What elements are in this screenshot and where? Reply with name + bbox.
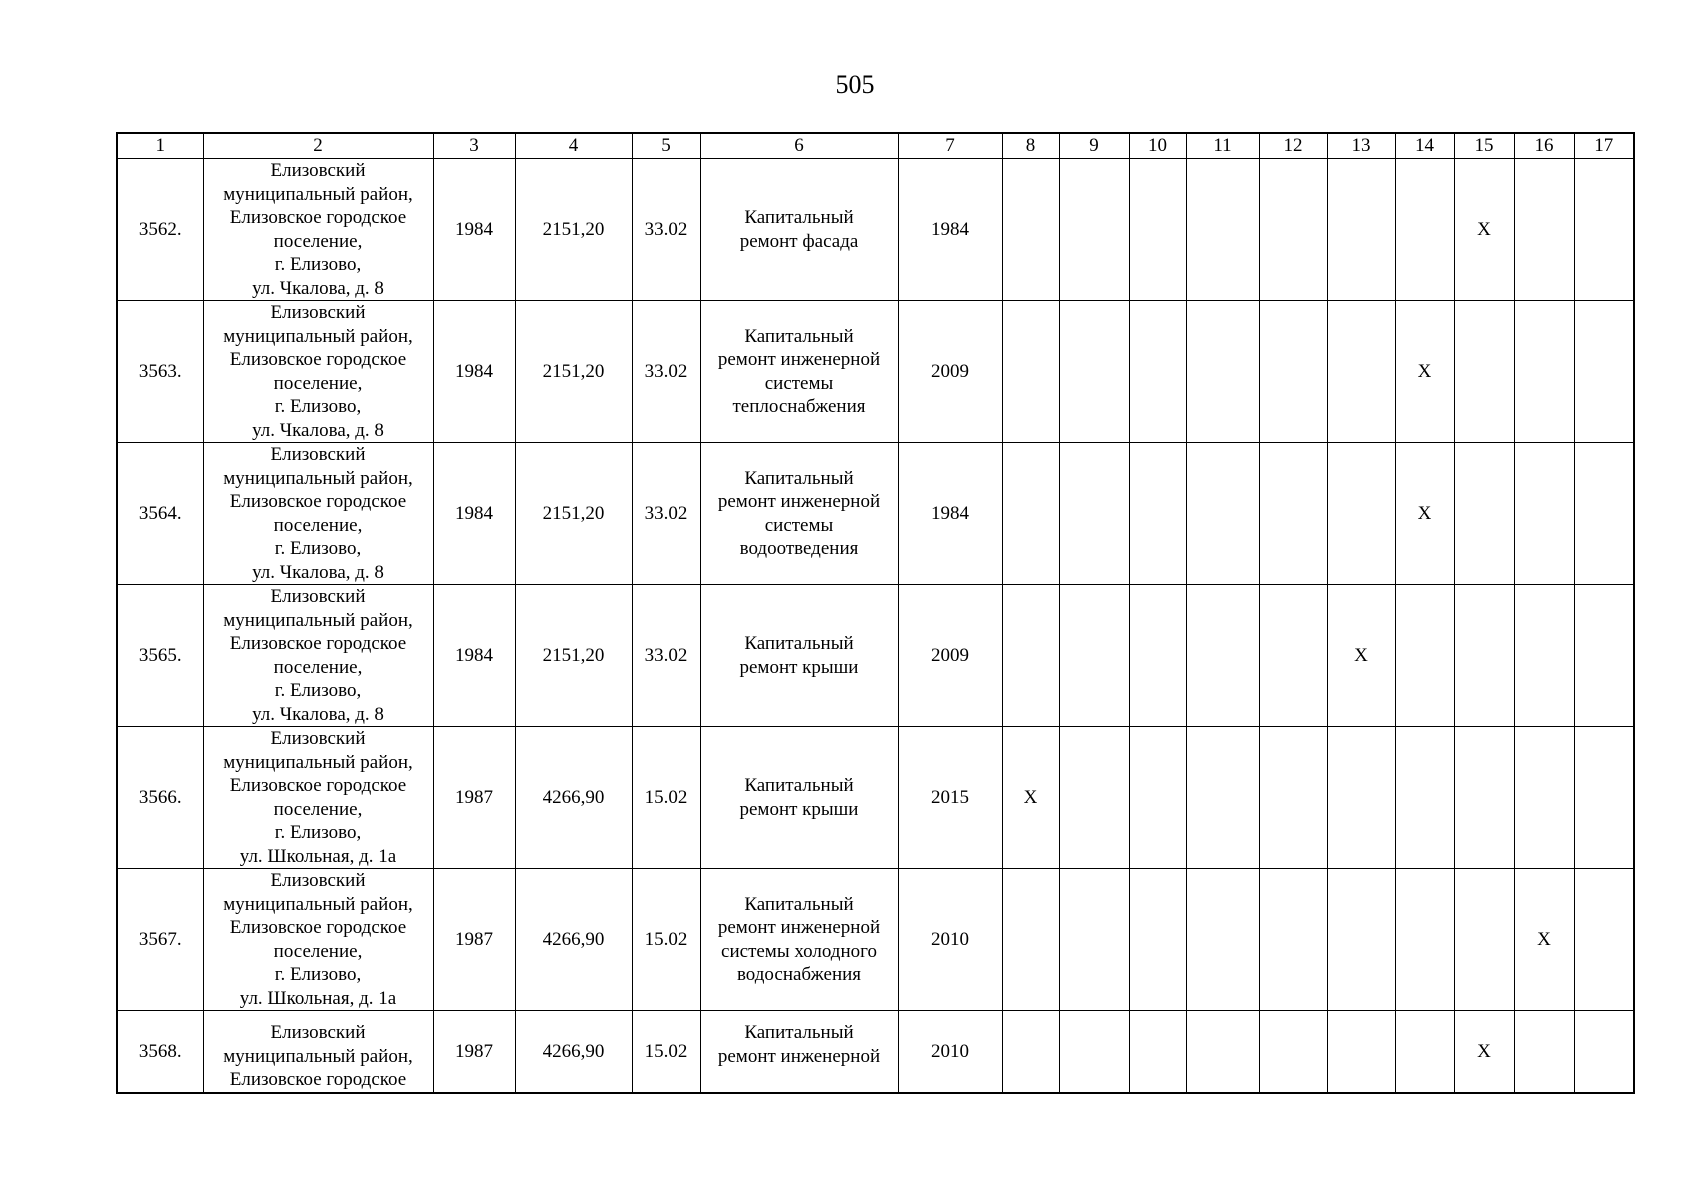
column-number: 6 xyxy=(700,133,898,159)
row-number: 3564. xyxy=(117,443,203,585)
empty-cell xyxy=(1395,1011,1454,1093)
mark-cell: X xyxy=(1454,1011,1514,1093)
empty-cell xyxy=(1129,1011,1186,1093)
build-year-cell: 1984 xyxy=(433,585,515,727)
mark-cell: X xyxy=(1327,585,1395,727)
work-year-cell: 2009 xyxy=(898,585,1002,727)
empty-cell xyxy=(1395,869,1454,1011)
empty-cell xyxy=(1002,443,1059,585)
empty-cell xyxy=(1002,869,1059,1011)
work-year-cell: 2010 xyxy=(898,1011,1002,1093)
empty-cell xyxy=(1186,159,1259,301)
empty-cell xyxy=(1186,869,1259,1011)
code-cell: 15.02 xyxy=(632,869,700,1011)
address-cell: Елизовский муниципальный район, Елизовское городское поселение, г. Елизово, ул. Школьная, д. 1а xyxy=(203,727,433,869)
empty-cell xyxy=(1395,585,1454,727)
empty-cell xyxy=(1574,585,1634,727)
area-cell: 4266,90 xyxy=(515,1011,632,1093)
work-type-cell: Капитальный ремонт инженерной системы водоотведения xyxy=(700,443,898,585)
work-year-cell: 2009 xyxy=(898,301,1002,443)
code-cell: 33.02 xyxy=(632,159,700,301)
row-number: 3567. xyxy=(117,869,203,1011)
registry-table xyxy=(116,132,1635,1094)
code-cell: 33.02 xyxy=(632,585,700,727)
empty-cell xyxy=(1514,301,1574,443)
empty-cell xyxy=(1129,159,1186,301)
page-number: 505 xyxy=(835,70,875,99)
work-year-cell: 2010 xyxy=(898,869,1002,1011)
column-number: 10 xyxy=(1129,133,1186,159)
empty-cell xyxy=(1454,869,1514,1011)
column-number: 14 xyxy=(1395,133,1454,159)
empty-cell xyxy=(1059,869,1129,1011)
table-row xyxy=(117,159,1634,301)
empty-cell xyxy=(1327,159,1395,301)
table-body xyxy=(117,133,1634,1093)
empty-cell xyxy=(1259,301,1327,443)
work-year-cell: 2015 xyxy=(898,727,1002,869)
work-type-cell: Капитальный ремонт инженерной xyxy=(700,1011,898,1093)
empty-cell xyxy=(1186,1011,1259,1093)
address-cell: Елизовский муниципальный район, Елизовское городское поселение, г. Елизово, ул. Чкалова, д. 8 xyxy=(203,443,433,585)
table-row xyxy=(117,301,1634,443)
column-number: 2 xyxy=(203,133,433,159)
work-type-cell: Капитальный ремонт крыши xyxy=(700,727,898,869)
empty-cell xyxy=(1259,869,1327,1011)
empty-cell xyxy=(1395,727,1454,869)
mark-cell: X xyxy=(1454,159,1514,301)
empty-cell xyxy=(1129,869,1186,1011)
empty-cell xyxy=(1574,159,1634,301)
mark-cell: X xyxy=(1395,443,1454,585)
table-row xyxy=(117,585,1634,727)
empty-cell xyxy=(1514,1011,1574,1093)
work-type-cell: Капитальный ремонт крыши xyxy=(700,585,898,727)
empty-cell xyxy=(1574,443,1634,585)
empty-cell xyxy=(1059,585,1129,727)
address-cell: Елизовский муниципальный район, Елизовское городское поселение, г. Елизово, ул. Чкалова, д. 8 xyxy=(203,301,433,443)
empty-cell xyxy=(1514,443,1574,585)
empty-cell xyxy=(1454,585,1514,727)
column-number: 9 xyxy=(1059,133,1129,159)
column-number-row xyxy=(117,133,1634,159)
column-number: 1 xyxy=(117,133,203,159)
column-number: 11 xyxy=(1186,133,1259,159)
build-year-cell: 1987 xyxy=(433,727,515,869)
area-cell: 2151,20 xyxy=(515,585,632,727)
empty-cell xyxy=(1002,1011,1059,1093)
build-year-cell: 1984 xyxy=(433,159,515,301)
address-cell: Елизовский муниципальный район, Елизовское городское поселение, г. Елизово, ул. Чкалова, д. 8 xyxy=(203,159,433,301)
area-cell: 4266,90 xyxy=(515,869,632,1011)
column-number: 12 xyxy=(1259,133,1327,159)
empty-cell xyxy=(1327,443,1395,585)
empty-cell xyxy=(1259,585,1327,727)
empty-cell xyxy=(1574,301,1634,443)
empty-cell xyxy=(1059,301,1129,443)
code-cell: 15.02 xyxy=(632,727,700,869)
work-type-cell: Капитальный ремонт фасада xyxy=(700,159,898,301)
table-row xyxy=(117,869,1634,1011)
empty-cell xyxy=(1259,727,1327,869)
area-cell: 2151,20 xyxy=(515,301,632,443)
empty-cell xyxy=(1259,1011,1327,1093)
empty-cell xyxy=(1186,443,1259,585)
build-year-cell: 1987 xyxy=(433,869,515,1011)
row-number: 3563. xyxy=(117,301,203,443)
mark-cell: X xyxy=(1395,301,1454,443)
empty-cell xyxy=(1395,159,1454,301)
area-cell: 4266,90 xyxy=(515,727,632,869)
empty-cell xyxy=(1514,159,1574,301)
address-cell: Елизовский муниципальный район, Елизовское городское поселение, г. Елизово, ул. Школьная, д. 1а xyxy=(203,869,433,1011)
address-cell: Елизовский муниципальный район, Елизовское городское xyxy=(203,1011,433,1093)
work-type-cell: Капитальный ремонт инженерной системы холодного водоснабжения xyxy=(700,869,898,1011)
build-year-cell: 1984 xyxy=(433,301,515,443)
column-number: 15 xyxy=(1454,133,1514,159)
empty-cell xyxy=(1002,585,1059,727)
empty-cell xyxy=(1059,1011,1129,1093)
empty-cell xyxy=(1186,727,1259,869)
build-year-cell: 1984 xyxy=(433,443,515,585)
table-row xyxy=(117,443,1634,585)
empty-cell xyxy=(1327,727,1395,869)
empty-cell xyxy=(1059,159,1129,301)
row-number: 3565. xyxy=(117,585,203,727)
column-number: 17 xyxy=(1574,133,1634,159)
work-type-cell: Капитальный ремонт инженерной системы теплоснабжения xyxy=(700,301,898,443)
empty-cell xyxy=(1514,585,1574,727)
empty-cell xyxy=(1327,869,1395,1011)
work-year-cell: 1984 xyxy=(898,159,1002,301)
empty-cell xyxy=(1259,443,1327,585)
column-number: 7 xyxy=(898,133,1002,159)
empty-cell xyxy=(1002,159,1059,301)
row-number: 3568. xyxy=(117,1011,203,1093)
mark-cell: X xyxy=(1002,727,1059,869)
empty-cell xyxy=(1327,301,1395,443)
empty-cell xyxy=(1186,301,1259,443)
empty-cell xyxy=(1454,727,1514,869)
area-cell: 2151,20 xyxy=(515,159,632,301)
code-cell: 33.02 xyxy=(632,443,700,585)
empty-cell xyxy=(1002,301,1059,443)
mark-cell: X xyxy=(1514,869,1574,1011)
empty-cell xyxy=(1129,443,1186,585)
row-number: 3562. xyxy=(117,159,203,301)
empty-cell xyxy=(1454,443,1514,585)
column-number: 3 xyxy=(433,133,515,159)
table-row xyxy=(117,727,1634,869)
build-year-cell: 1987 xyxy=(433,1011,515,1093)
empty-cell xyxy=(1514,727,1574,869)
code-cell: 33.02 xyxy=(632,301,700,443)
empty-cell xyxy=(1574,727,1634,869)
column-number: 16 xyxy=(1514,133,1574,159)
area-cell: 2151,20 xyxy=(515,443,632,585)
empty-cell xyxy=(1259,159,1327,301)
empty-cell xyxy=(1574,869,1634,1011)
empty-cell xyxy=(1059,443,1129,585)
code-cell: 15.02 xyxy=(632,1011,700,1093)
empty-cell xyxy=(1186,585,1259,727)
empty-cell xyxy=(1454,301,1514,443)
column-number: 5 xyxy=(632,133,700,159)
column-number: 13 xyxy=(1327,133,1395,159)
column-number: 4 xyxy=(515,133,632,159)
column-number: 8 xyxy=(1002,133,1059,159)
empty-cell xyxy=(1129,727,1186,869)
work-year-cell: 1984 xyxy=(898,443,1002,585)
empty-cell xyxy=(1059,727,1129,869)
table-row xyxy=(117,1011,1634,1093)
empty-cell xyxy=(1574,1011,1634,1093)
empty-cell xyxy=(1327,1011,1395,1093)
row-number: 3566. xyxy=(117,727,203,869)
empty-cell xyxy=(1129,585,1186,727)
empty-cell xyxy=(1129,301,1186,443)
address-cell: Елизовский муниципальный район, Елизовское городское поселение, г. Елизово, ул. Чкалова, д. 8 xyxy=(203,585,433,727)
